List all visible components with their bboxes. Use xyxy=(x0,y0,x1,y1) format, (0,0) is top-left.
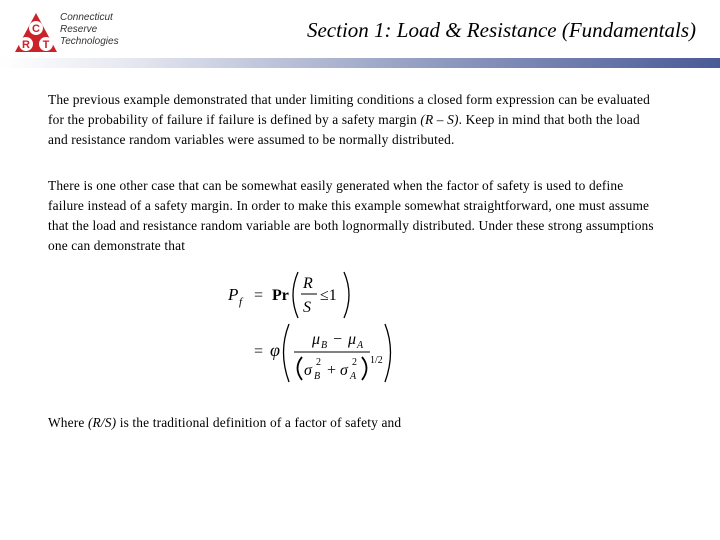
logo-letter-c: C xyxy=(32,23,40,35)
formula-mu-b: μ xyxy=(312,331,321,348)
formula-plus: + xyxy=(327,362,337,379)
paragraph-3-prefix: Where xyxy=(48,415,88,430)
formula-mu-a: μ xyxy=(348,331,357,348)
formula-leq-one: ≤1 xyxy=(320,287,337,304)
formula-sigma-a-sq: 2 xyxy=(352,357,357,368)
paragraph-1 xyxy=(48,90,658,150)
formula-mu-a-sub: A xyxy=(357,340,364,351)
formula-inner-right-paren xyxy=(362,357,367,380)
formula-sigma-b-sq: 2 xyxy=(316,357,321,368)
formula-sigma-a-sub: A xyxy=(350,371,357,382)
formula-denominator-s: S xyxy=(303,299,311,316)
factor-of-safety-term: (R/S) xyxy=(87,415,117,430)
failure-probability-formula xyxy=(220,268,410,388)
page-title: Section 1: Load & Resistance (Fundamentals) xyxy=(306,18,696,42)
formula-numerator-r: R xyxy=(303,275,313,292)
crt-triangle-icon xyxy=(14,12,58,54)
logo-letter-t: T xyxy=(42,39,50,51)
formula-phi: φ xyxy=(270,340,280,360)
logo-text xyxy=(60,12,119,48)
logo-line-2: Reserve xyxy=(60,24,98,35)
formula-lhs-sub: f xyxy=(239,296,243,308)
formula-equals-2: = xyxy=(254,343,264,360)
formula-equals-1: = xyxy=(254,287,264,304)
formula-lhs: P xyxy=(228,285,239,304)
formula-left-paren-1 xyxy=(293,272,298,318)
formula-sigma-b-sub: B xyxy=(314,371,321,382)
formula-sigma-a: σ xyxy=(340,362,348,379)
logo-line-3: Technologies xyxy=(60,36,119,47)
safety-margin-term: (R – S) xyxy=(420,112,459,127)
logo-line-1: Connecticut xyxy=(60,12,113,23)
formula-sigma-b: σ xyxy=(304,362,312,379)
formula-pr: Pr xyxy=(272,287,289,304)
header-divider xyxy=(0,58,720,68)
paragraph-3-rest: is the traditional definition of a factor of safety and xyxy=(116,415,402,430)
paragraph-2: There is one other case that can be somewhat easily generated when the factor of safety is used to define failure instead of a safety margin. In order to make this example somewhat straightforward, one must assume that the load and resistance random variable are both lognormally distributed. Under these strong assumptions one can demonstrate that xyxy=(48,178,654,253)
logo-letter-r: R xyxy=(22,39,30,51)
company-logo xyxy=(14,12,126,54)
paragraph-1-rest: . Keep in mind that both the load and resistance random variables were assumed to be normally distributed. xyxy=(48,112,640,147)
formula-mu-b-sub: B xyxy=(321,340,328,351)
formula-half-exponent: 1/2 xyxy=(370,355,383,366)
paragraph-1-text: The previous example demonstrated that under limiting conditions a closed form expression can be evaluated for the probability of failure if failure is defined by a safety margin xyxy=(48,92,650,127)
formula-minus: − xyxy=(333,331,343,348)
formula-left-paren-2 xyxy=(284,324,290,382)
formula-right-paren-2 xyxy=(385,324,391,382)
formula-inner-left-paren xyxy=(298,357,303,380)
formula-right-paren-1 xyxy=(344,272,349,318)
paragraph-3 xyxy=(48,413,658,433)
